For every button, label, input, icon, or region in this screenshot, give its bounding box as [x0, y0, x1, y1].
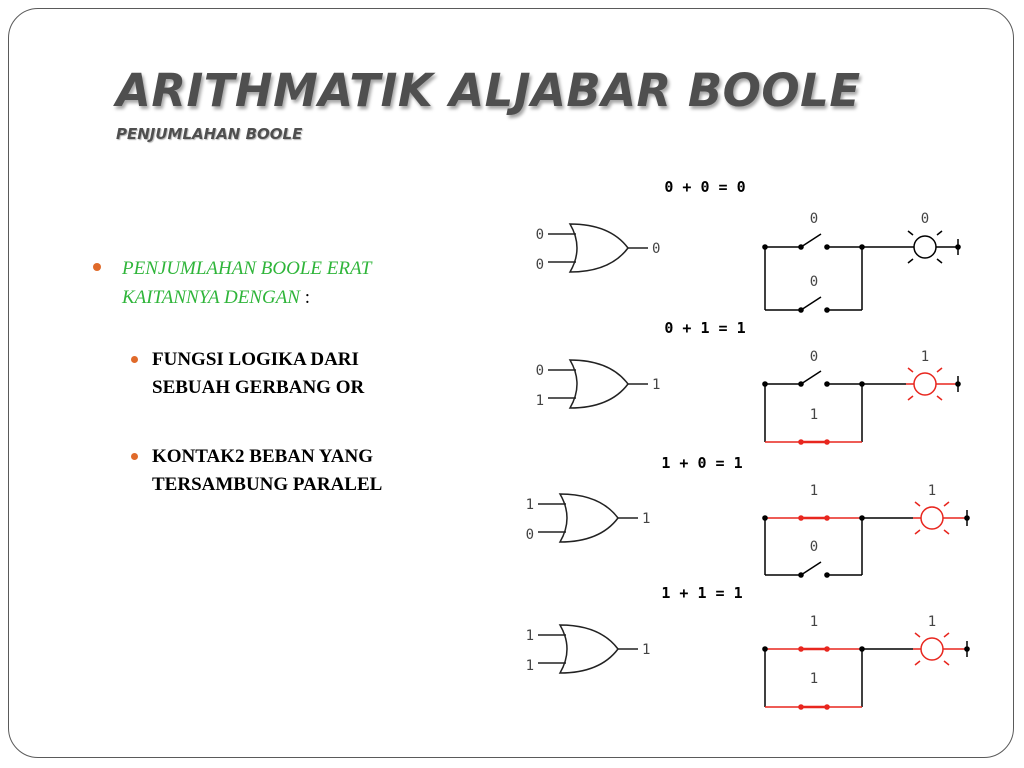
lamp-ray — [908, 396, 913, 400]
top-switch-label: 0 — [809, 349, 819, 365]
lamp-state-label: 1 — [927, 614, 937, 630]
node-junction — [859, 646, 865, 652]
top-switch-open — [801, 371, 821, 384]
bottom-switch-label: 1 — [809, 671, 819, 687]
bottom-switch-contact-b — [824, 704, 830, 710]
lamp-ray — [937, 396, 942, 400]
lamp-bulb-icon — [914, 373, 936, 395]
lamp-ray — [937, 259, 942, 263]
bullet-sub2-line2: TERSAMBUNG PARALEL — [152, 474, 383, 495]
node-left — [762, 244, 768, 250]
equation-label: 1 + 1 = 1 — [661, 584, 743, 602]
top-switch-contact-a — [798, 244, 804, 250]
lamp-ray — [908, 259, 913, 263]
node-left — [762, 646, 768, 652]
case-panel-4 — [526, 584, 970, 710]
gate-input-b-label: 0 — [525, 527, 534, 543]
top-switch-contact-b — [824, 646, 830, 652]
bottom-switch-contact-b — [824, 439, 830, 445]
lamp-state-label: 0 — [920, 211, 930, 227]
gate-input-b-label: 1 — [535, 393, 544, 409]
top-switch-contact-b — [824, 381, 830, 387]
bullet-sub1-line2: SEBUAH GERBANG OR — [152, 377, 365, 398]
top-switch-label: 1 — [809, 483, 819, 499]
top-switch-open — [801, 234, 821, 247]
bottom-switch-contact-b — [824, 307, 830, 313]
bottom-switch-label: 0 — [809, 274, 819, 290]
top-switch-label: 1 — [809, 614, 819, 630]
lamp-ray — [944, 661, 949, 665]
case-panel-2 — [536, 319, 961, 445]
bullet-main-colon: : — [299, 287, 310, 308]
equation-label: 0 + 0 = 0 — [664, 178, 746, 196]
node-left — [762, 515, 768, 521]
gate-input-a-label: 1 — [525, 497, 534, 513]
lamp-ray — [915, 661, 920, 665]
top-switch-contact-a — [798, 381, 804, 387]
top-switch-contact-a — [798, 515, 804, 521]
node-junction — [859, 244, 865, 250]
lamp-bulb-icon — [921, 638, 943, 660]
top-switch-contact-b — [824, 244, 830, 250]
node-left — [762, 381, 768, 387]
gate-input-a-label: 0 — [535, 227, 544, 243]
gate-output-label: 1 — [642, 642, 651, 658]
node-junction — [859, 515, 865, 521]
bullet-main-line1: PENJUMLAHAN BOOLE ERAT — [122, 258, 372, 279]
bottom-switch-open — [801, 562, 821, 575]
gate-input-a-label: 1 — [525, 628, 534, 644]
lamp-ray — [915, 633, 920, 637]
or-gate-symbol — [560, 494, 618, 542]
case-panel-3 — [526, 454, 970, 578]
top-switch-contact-a — [798, 646, 804, 652]
lamp-bulb-icon — [921, 507, 943, 529]
lamp-ray — [908, 368, 913, 372]
bottom-switch-contact-b — [824, 572, 830, 578]
bottom-switch-contact-a — [798, 439, 804, 445]
gate-input-a-label: 0 — [535, 363, 544, 379]
or-gate-symbol — [560, 625, 618, 673]
lamp-state-label: 1 — [920, 349, 930, 365]
gate-output-label: 1 — [652, 377, 661, 393]
bottom-switch-open — [801, 297, 821, 310]
lamp-ray — [937, 231, 942, 235]
slide-subtitle: PENJUMLAHAN BOOLE — [116, 125, 303, 143]
bottom-switch-contact-a — [798, 704, 804, 710]
or-gate-symbol — [570, 360, 628, 408]
lamp-ray — [944, 633, 949, 637]
bullet-main-line2: KAITANNYA DENGAN — [122, 287, 300, 308]
slide-title: ARITHMATIK ALJABAR BOOLE — [116, 64, 861, 117]
or-gate-symbol — [570, 224, 628, 272]
equation-label: 1 + 0 = 1 — [661, 454, 743, 472]
lamp-ray — [944, 530, 949, 534]
equation-label: 0 + 1 = 1 — [664, 319, 746, 337]
bottom-switch-contact-a — [798, 307, 804, 313]
gate-input-b-label: 0 — [535, 257, 544, 273]
lamp-bulb-icon — [914, 236, 936, 258]
case-panel-1 — [536, 178, 961, 313]
gate-output-label: 0 — [652, 241, 661, 257]
gate-input-b-label: 1 — [525, 658, 534, 674]
top-switch-contact-b — [824, 515, 830, 521]
lamp-ray — [915, 530, 920, 534]
lamp-ray — [944, 502, 949, 506]
bottom-switch-label: 0 — [809, 539, 819, 555]
lamp-state-label: 1 — [927, 483, 937, 499]
bullet-sub2-line1: KONTAK2 BEBAN YANG — [152, 446, 373, 467]
lamp-ray — [937, 368, 942, 372]
bullet-sub1-line1: FUNGSI LOGIKA DARI — [152, 349, 359, 370]
top-switch-label: 0 — [809, 211, 819, 227]
lamp-ray — [908, 231, 913, 235]
bottom-switch-label: 1 — [809, 407, 819, 423]
node-junction — [859, 381, 865, 387]
gate-output-label: 1 — [642, 511, 651, 527]
lamp-ray — [915, 502, 920, 506]
bottom-switch-contact-a — [798, 572, 804, 578]
